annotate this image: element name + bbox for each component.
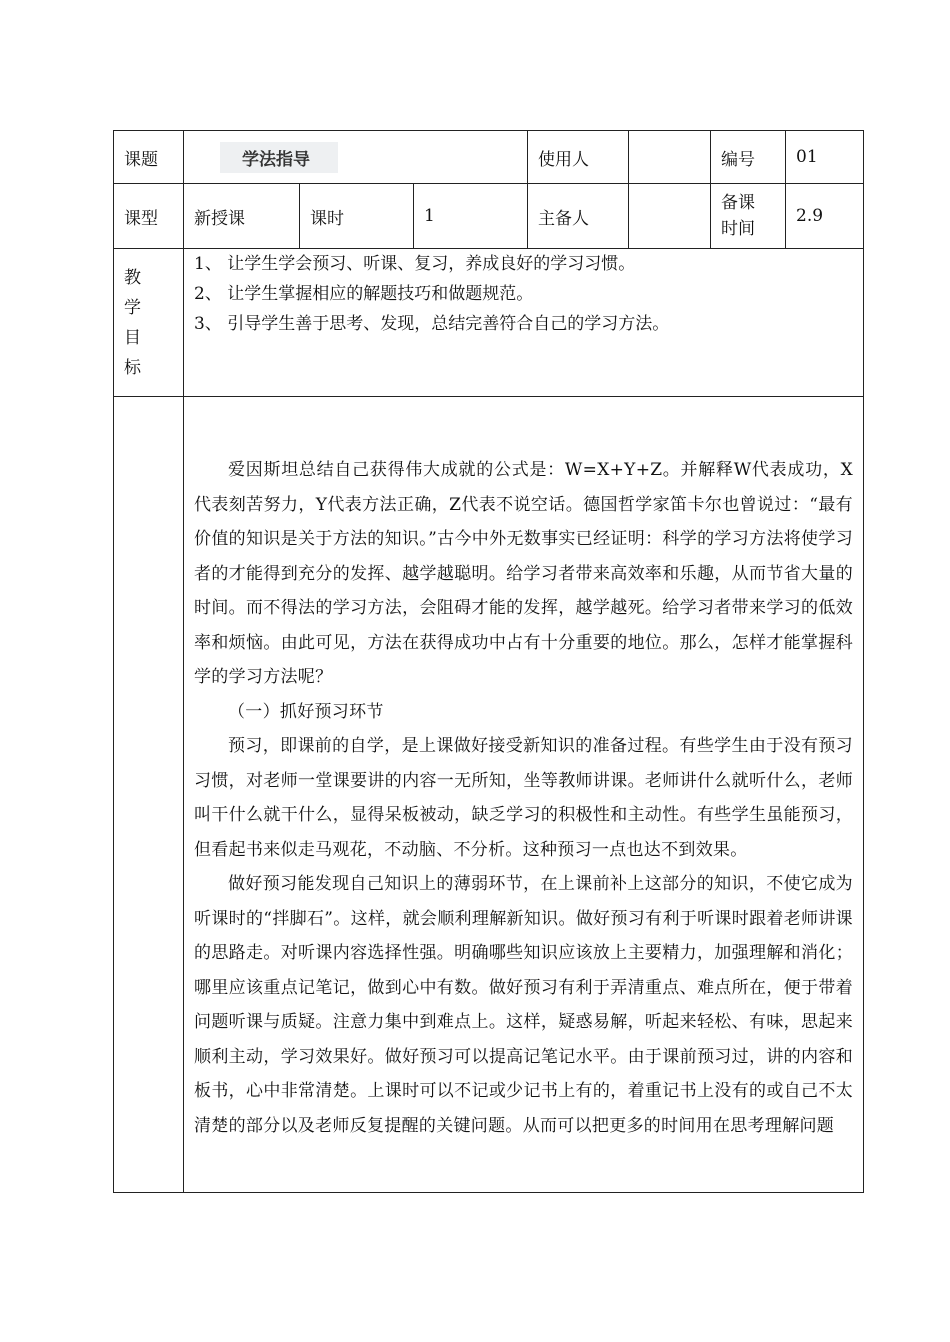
number-label: 编号 <box>711 131 786 184</box>
prep-time-value: 2.9 <box>786 184 864 249</box>
info-row <box>114 184 864 249</box>
number-value: 01 <box>786 131 864 184</box>
goals-label-char: 目 <box>124 327 141 348</box>
user-label: 使用人 <box>528 131 629 184</box>
header-row <box>114 131 864 184</box>
goal-item: 2、 让学生掌握相应的解题技巧和做题规范。 <box>194 284 534 304</box>
type-label: 课型 <box>114 184 184 249</box>
content-label-empty <box>114 397 184 1193</box>
prep-time-label-line2: 时间 <box>721 219 755 239</box>
goals-label-char: 学 <box>124 297 141 318</box>
goals-list <box>184 249 864 397</box>
content-paragraph: 预习，即课前的自学，是上课做好接受新知识的准备过程。有些学生由于没有预习习惯，对老师一堂课要讲的内容一无所知，坐等教师讲课。老师讲什么就听什么，老师叫干什么就干什么，显得呆板被动，缺乏学习的积极性和主动性。有些学生虽能预习，但看起书来似走马观花，不动脑、不分析。这种预习一点也达不到效果。 <box>194 736 853 860</box>
lesson-plan-table <box>113 130 864 1193</box>
goals-label-char: 教 <box>124 267 141 288</box>
content-paragraph: 做好预习能发现自己知识上的薄弱环节，在上课前补上这部分的知识，不使它成为听课时的“拌脚石”。这样，就会顺利理解新知识。做好预习有利于听课时跟着老师讲课的思路走。对听课内容选择性强。明确哪些知识应该放上主要精力，加强理解和消化；哪里应该重点记笔记，做到心中有数。做好预习有利于弄清重点、难点所在，便于带着问题听课与质疑。注意力集中到难点上。这样，疑惑易解，听起来轻松、有味，思起来顺利主动，学习效果好。做好预习可以提高记笔记水平。由于课前预习过，讲的内容和板书，心中非常清楚。上课时可以不记或少记书上有的，着重记书上没有的或自己不太清楚的部分以及老师反复提醒的关键问题。从而可以把更多的时间用在思考理解问题 <box>194 874 853 1136</box>
hours-value: 1 <box>414 184 528 249</box>
content-body <box>184 397 864 1193</box>
goal-item: 1、 让学生学会预习、听课、复习，养成良好的学习习惯。 <box>194 254 636 274</box>
content-paragraph: 爱因斯坦总结自己获得伟大成就的公式是：W=X+Y+Z。并解释W代表成功，X代表刻苦努力，Y代表方法正确，Z代表不说空话。德国哲学家笛卡尔也曾说过：“最有价值的知识是关于方法的知识。”古今中外无数事实已经证明：科学的学习方法将使学习者的才能得到充分的发挥、越学越聪明。给学习者带来高效率和乐趣，从而节省大量的时间。而不得法的学习方法，会阻碍才能的发挥，越学越死。给学习者带来学习的低效率和烦恼。由此可见，方法在获得成功中占有十分重要的地位。那么，怎样才能掌握科学的学习方法呢？ <box>194 460 853 687</box>
content-row <box>114 397 864 1193</box>
goal-item: 3、 引导学生善于思考、发现，总结完善符合自己的学习方法。 <box>194 314 670 334</box>
topic-value: 学法指导 <box>220 142 338 173</box>
type-value: 新授课 <box>184 184 300 249</box>
prep-time-label <box>711 184 786 249</box>
hours-label: 课时 <box>300 184 414 249</box>
goals-label-char: 标 <box>124 357 141 378</box>
preparer-value <box>629 184 711 249</box>
user-value <box>629 131 711 184</box>
goals-label <box>114 249 184 397</box>
goals-row <box>114 249 864 397</box>
preparer-label: 主备人 <box>528 184 629 249</box>
prep-time-label-line1: 备课 <box>721 193 755 213</box>
topic-cell <box>184 131 528 184</box>
section-heading: （一）抓好预习环节 <box>228 701 384 722</box>
topic-label: 课题 <box>114 131 184 184</box>
